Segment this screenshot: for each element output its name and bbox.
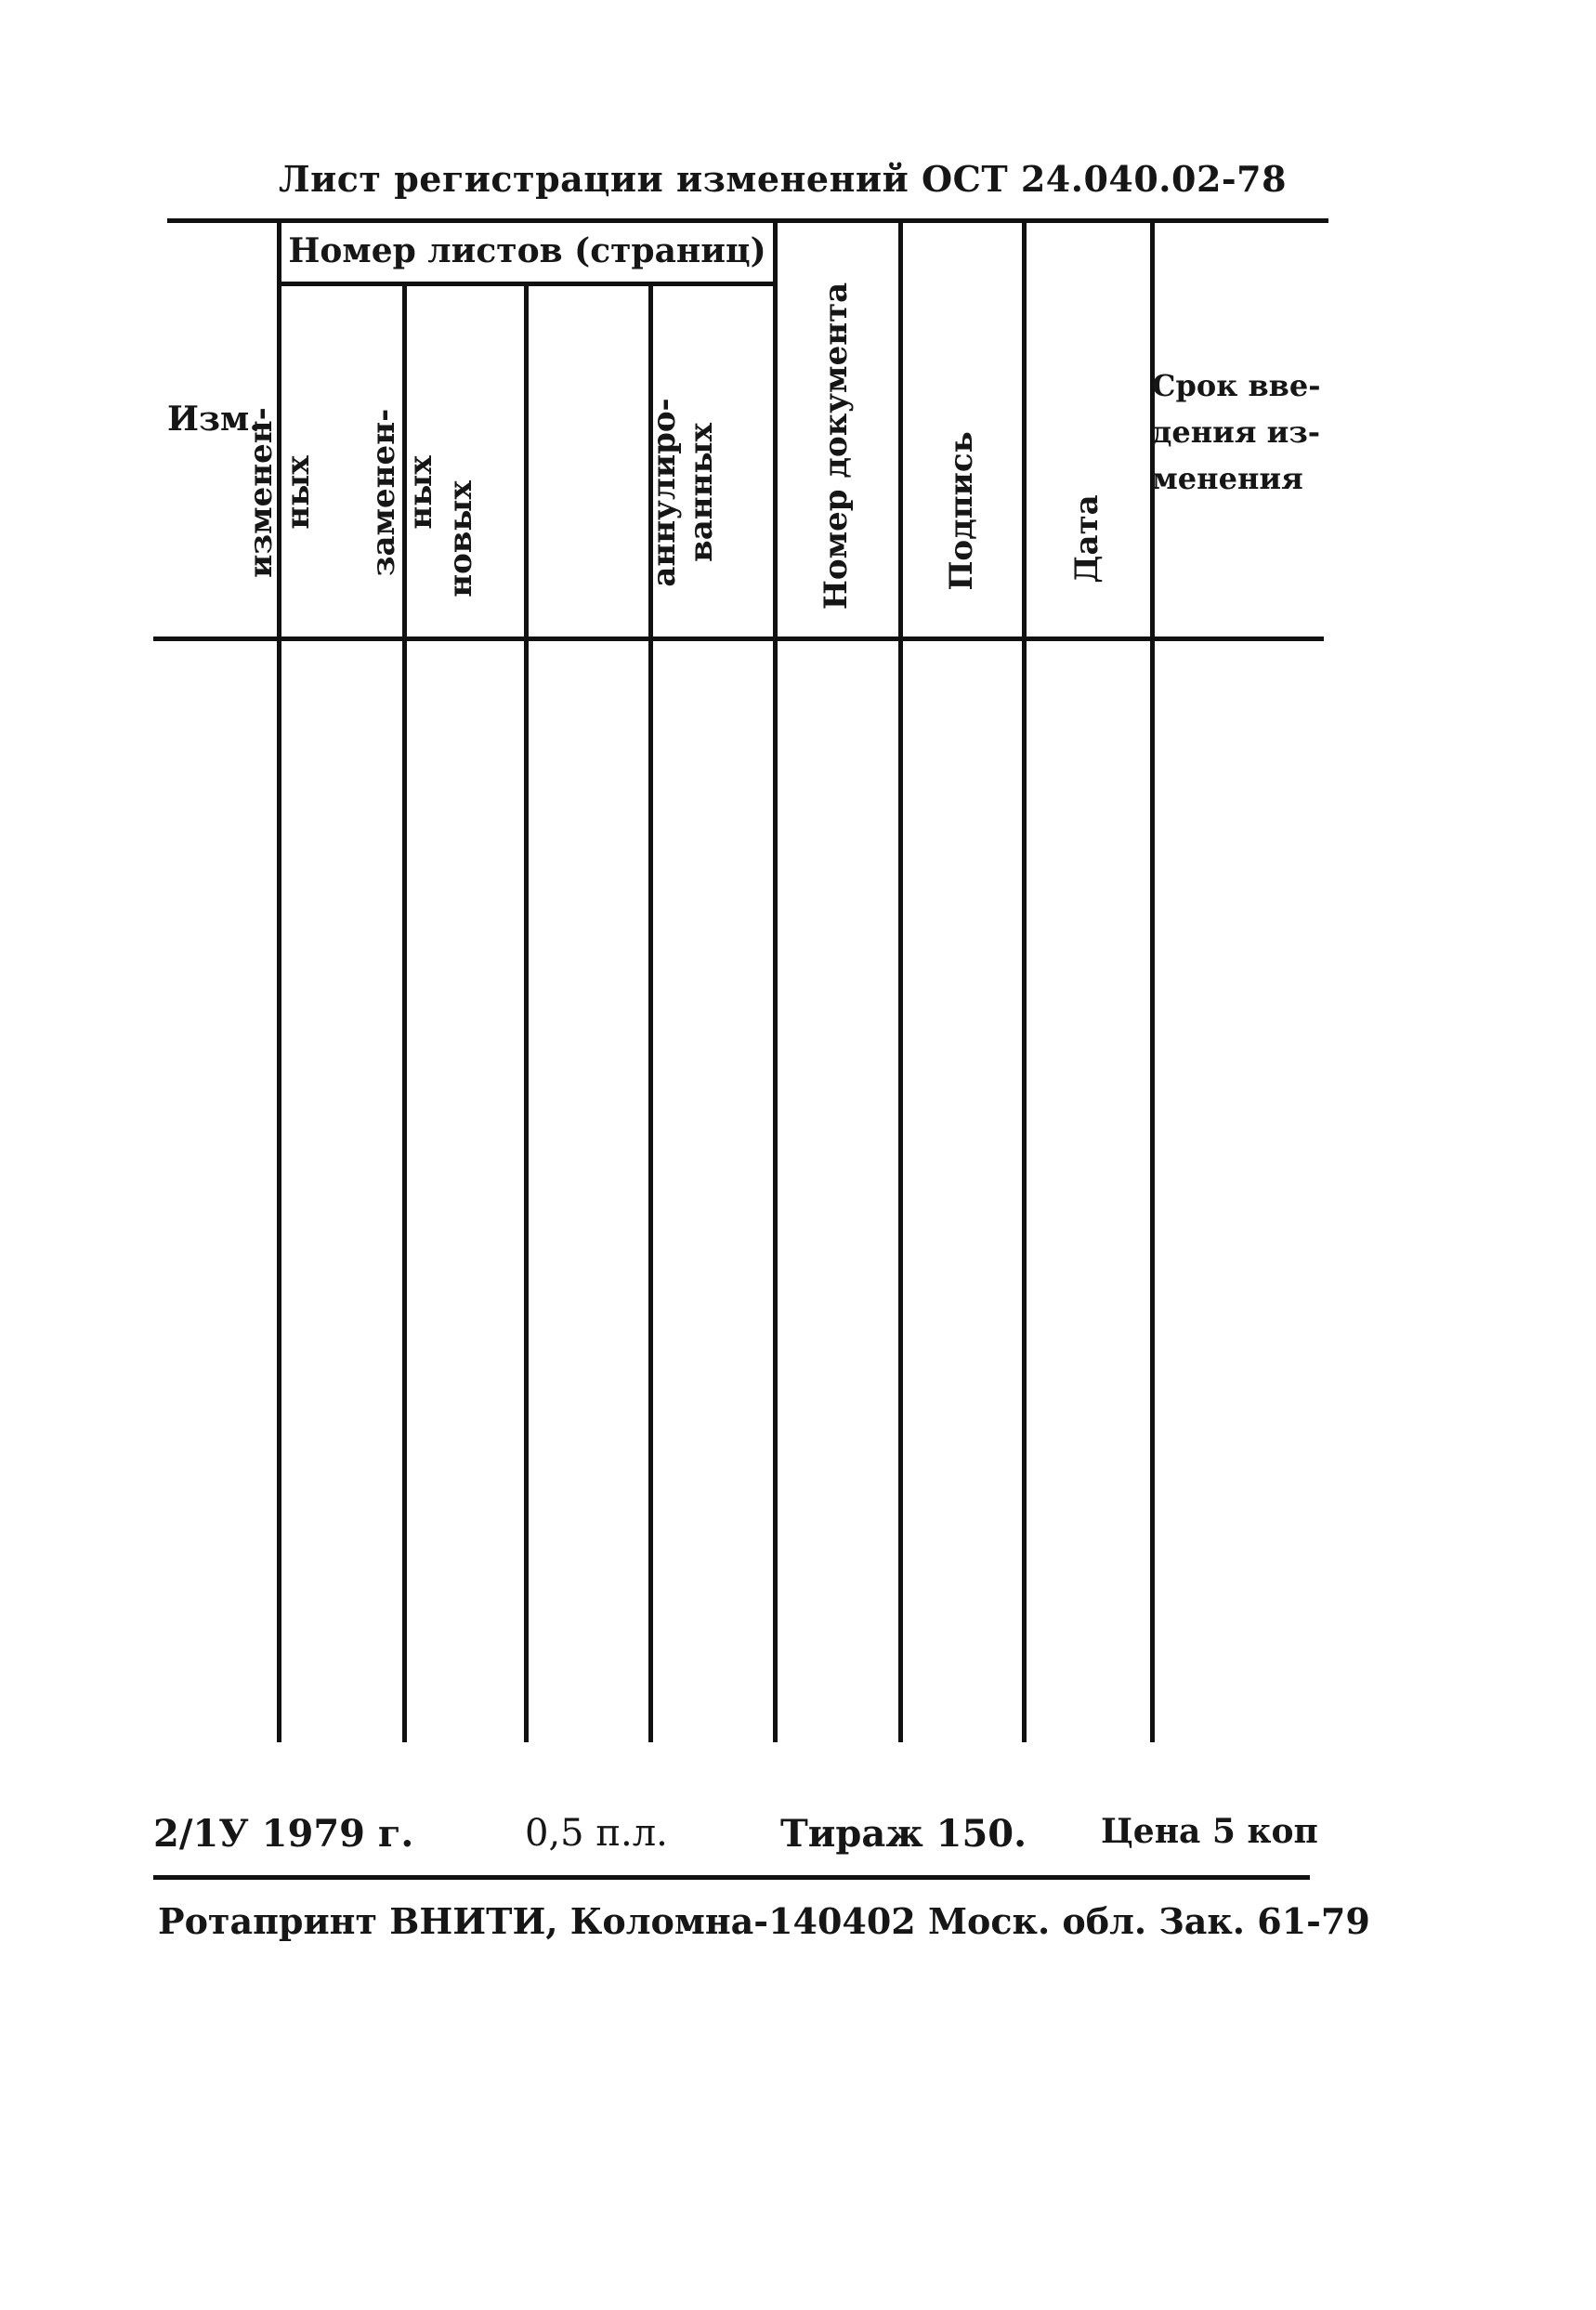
col-header-term: Срок вве- дения из- менения — [1152, 368, 1321, 496]
col-header-date: Дата — [1068, 494, 1105, 584]
izm-header: Изм. — [167, 400, 261, 439]
footer-publisher: Ротапринт ВНИТИ, Коломна-140402 Моск. обл. Зак. 61-79 — [158, 1900, 1370, 1942]
footer-price: Цена 5 коп — [1101, 1812, 1318, 1851]
col-header-changed: изменен- ных — [242, 407, 317, 578]
col-divider-3 — [524, 283, 529, 1742]
page-title: Лист регистрации изменений ОСТ 24.040.02-78 — [279, 158, 1288, 200]
footer-volume: 0,5 п.л. — [525, 1812, 668, 1855]
footer-issue: 2/1У 1979 г. — [153, 1812, 414, 1856]
col-divider-6 — [898, 218, 903, 1742]
col-header-annulled: аннулиро- ванных — [646, 398, 720, 587]
col-divider-5 — [773, 218, 778, 1742]
col-header-signature: Подпись — [943, 431, 980, 591]
col-divider-7 — [1022, 218, 1027, 1742]
header-bottom-rule — [153, 637, 1324, 641]
col-header-replaced: заменен- ных — [365, 408, 439, 577]
footer-print-run: Тираж 150. — [780, 1812, 1027, 1856]
col-header-new: новых — [442, 480, 479, 597]
footer-rule — [153, 1875, 1310, 1880]
col-header-doc-number: Номер документа — [818, 282, 855, 610]
sheet-numbers-header: Номер листов (страниц) — [288, 231, 766, 270]
